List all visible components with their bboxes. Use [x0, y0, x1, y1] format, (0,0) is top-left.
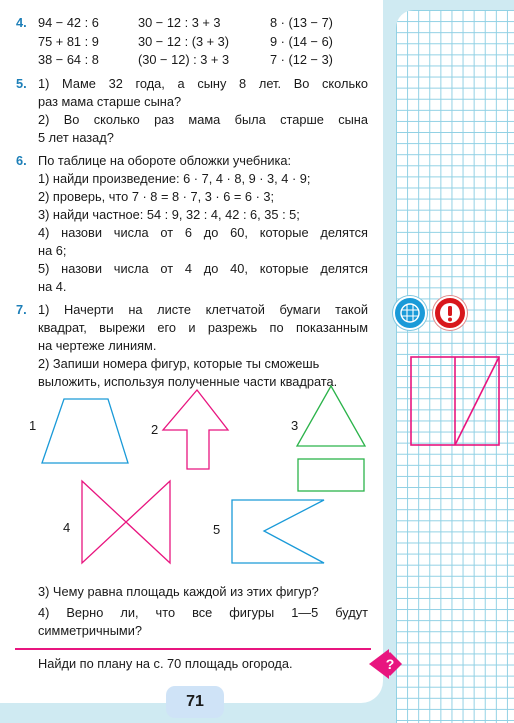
figure-4-label: 4: [63, 520, 71, 535]
ex4-expr: 75 + 81 : 9: [38, 34, 99, 49]
cut-square-diagram: [396, 340, 514, 460]
exercise-7-number: 7.: [16, 302, 27, 317]
exercise-4-number: 4.: [16, 15, 27, 30]
exercise-5-number: 5.: [16, 76, 27, 91]
exercise-6-number: 6.: [16, 153, 27, 168]
ex4-expr: 30 − 12 : (3 + 3): [138, 34, 230, 49]
ex6-line: на 4.: [38, 279, 67, 294]
ex4-expr: 7 · (12 − 3): [270, 52, 333, 67]
figure-3-label: 3: [291, 418, 299, 433]
ex6-line: По таблице на обороте обложки учебника:: [38, 153, 292, 168]
ex5-line: 1) Маме 32 года, а сыну 8 лет. Во сколько: [38, 76, 368, 91]
figure-1-trapezoid: [42, 399, 128, 463]
ex6-line: 1) найди произведение: 6 · 7, 4 · 8, 9 · 3, 4 · 9;: [38, 171, 311, 186]
figure-3-rectangle: [298, 459, 364, 491]
figure-3-triangle: [297, 386, 365, 446]
figure-4-bowtie: [82, 481, 170, 563]
figure-1-label: 1: [29, 418, 37, 433]
ex5-line: 5 лет назад?: [38, 130, 114, 145]
figure-2-arrow: [163, 390, 228, 469]
ex6-line: 4) назови числа от 6 до 60, которые делятся: [38, 225, 368, 240]
ex4-expr: 9 · (14 − 6): [270, 34, 333, 49]
ex7-question-4-line2: симметричными?: [38, 623, 142, 638]
ex7-line: квадрат, вырежи его и разрежь по показанным: [38, 320, 368, 335]
ex7-line: выложить, используя полученные части квадрата.: [38, 374, 338, 389]
ex6-line: 2) проверь, что 7 · 8 = 8 · 7, 3 · 6 = 6 · 3;: [38, 189, 275, 204]
svg-text:?: ?: [385, 656, 395, 672]
ex4-expr: 8 · (13 − 7): [270, 15, 333, 30]
ex4-expr: 38 − 64 : 8: [38, 52, 99, 67]
figure-5-label: 5: [213, 522, 221, 537]
ex7-line: 1) Начерти на листе клетчатой бумаги такой: [38, 302, 368, 317]
figure-5-notched: [232, 500, 324, 563]
ex5-line: 2) Во сколько раз мама была старше сына: [38, 112, 368, 127]
bottom-task: Найди по плану на с. 70 площадь огорода.: [38, 656, 293, 671]
grid-globe-icon: [393, 296, 427, 330]
page-number: 71: [166, 686, 224, 718]
ex6-line: 3) найди частное: 54 : 9, 32 : 4, 42 : 6, 35 : 5;: [38, 207, 300, 222]
ex7-line: на чертеже линиям.: [38, 338, 157, 353]
ex7-question-4-line1: 4) Верно ли, что все фигуры 1—5 будут: [38, 605, 368, 620]
figure-2-label: 2: [151, 422, 159, 437]
ex4-expr: 94 − 42 : 6: [38, 15, 99, 30]
ex4-expr: 30 − 12 : 3 + 3: [138, 15, 221, 30]
section-divider: [15, 648, 371, 650]
ex6-line: на 6;: [38, 243, 67, 258]
ex6-line: 5) назови числа от 4 до 40, которые делятся: [38, 261, 368, 276]
exclamation-icon: [433, 296, 467, 330]
ex7-question-3: 3) Чему равна площадь каждой из этих фигур?: [38, 584, 319, 599]
question-icon: [376, 650, 404, 678]
ex5-line: раз мама старше сына?: [38, 94, 182, 109]
ex4-expr: (30 − 12) : 3 + 3: [138, 52, 230, 67]
ex7-line: 2) Запиши номера фигур, которые ты сможешь: [38, 356, 320, 371]
